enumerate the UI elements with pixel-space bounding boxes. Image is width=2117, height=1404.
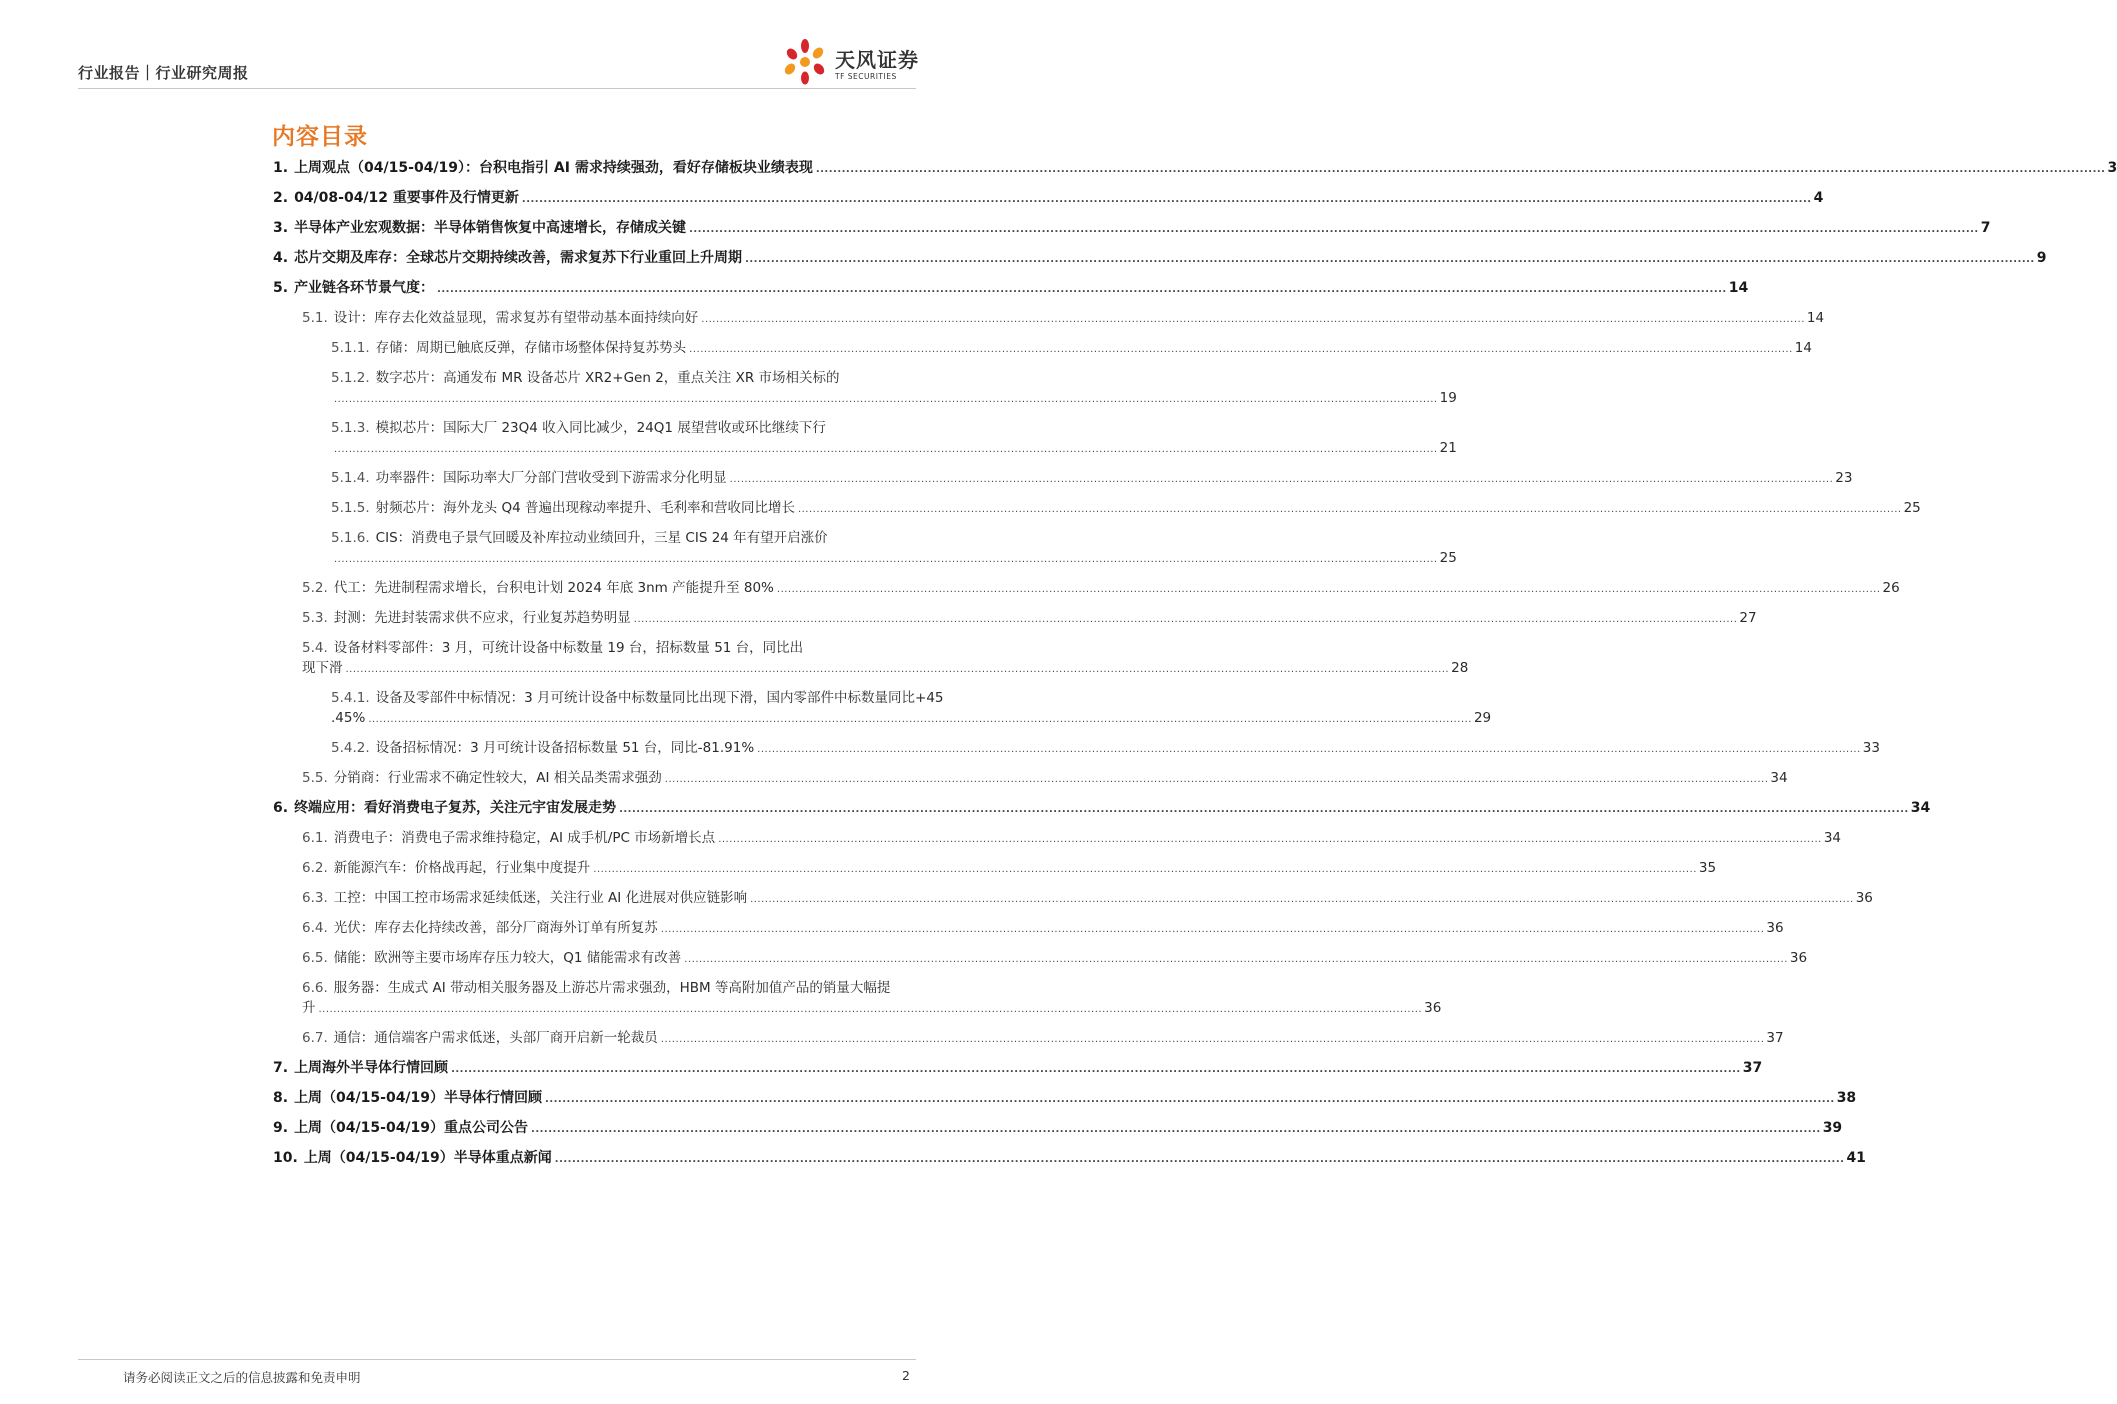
toc-entry-number: 3. — [273, 220, 289, 236]
toc-entry-number: 5. — [273, 280, 289, 296]
toc-entry[interactable] — [302, 918, 1784, 938]
toc-entry-page: 7 — [1980, 220, 1991, 236]
toc-entry[interactable] — [273, 248, 2047, 268]
toc-leader-dots: ............................................................................................................................................................................................................................................................................................................ — [554, 1154, 1845, 1165]
toc-leader-dots: ............................................................................................................................................................................................................................................................................................................ — [745, 254, 2035, 265]
toc-entry[interactable] — [331, 468, 1853, 488]
toc-leader-dots: ............................................................................................................................................................................................................................................................................................................ — [660, 924, 1765, 935]
toc-entry-page: 25 — [1903, 500, 1921, 516]
toc-entry-number: 5.2. — [302, 580, 328, 596]
toc-leader-dots: ............................................................................................................................................................................................................................................................................................................ — [684, 954, 1788, 965]
toc-entry-page: 33 — [1862, 740, 1880, 756]
toc-entry-title: 芯片交期及库存：全球芯片交期持续改善，需求复苏下行业重回上升周期 — [294, 250, 743, 266]
toc-entry-title: 上周观点（04/15-04/19）：台积电指引 AI 需求持续强劲，看好存储板块业绩表现 — [294, 160, 813, 176]
toc-entry[interactable] — [302, 858, 1717, 878]
toc-leader-dots: ............................................................................................................................................................................................................................................................................................................ — [521, 194, 1812, 205]
toc-entry-number: 5.1.6. — [331, 530, 370, 546]
toc-entry-title: 04/08-04/12 重要事件及行情更新 — [294, 190, 519, 206]
toc-entry-title: 功率器件：国际功率大厂分部门营收受到下游需求分化明显 — [375, 470, 727, 486]
toc-entry-page: 14 — [1728, 280, 1749, 296]
toc-entry-page: 36 — [1766, 920, 1784, 936]
toc-leader-dots: ............................................................................................................................................................................................................................................................................................................ — [368, 714, 1472, 725]
toc-leader-dots: ............................................................................................................................................................................................................................................................................................................ — [619, 804, 1909, 815]
toc-leader-dots: ............................................................................................................................................................................................................................................................................................................ — [664, 774, 1769, 785]
toc-entry-title: CIS：消费电子景气回暖及补库拉动业绩回升，三星 CIS 24 年有望开启涨价 — [375, 530, 828, 546]
toc-entry-number: 6.4. — [302, 920, 328, 936]
toc-entry-page: 34 — [1823, 830, 1841, 846]
toc-entry-page: 41 — [1846, 1150, 1866, 1166]
toc-entry-number: 6.5. — [302, 950, 328, 966]
toc-entry-title: 光伏：库存去化持续改善，部分厂商海外订单有所复苏 — [333, 920, 658, 936]
toc-entry-title: 模拟芯片：国际大厂 23Q4 收入同比减少，24Q1 展望营收或环比继续下行 — [375, 420, 826, 436]
toc-entry-page: 26 — [1882, 580, 1900, 596]
toc-leader-dots: ............................................................................................................................................................................................................................................................................................................ — [776, 584, 1881, 595]
toc-entry-page: 37 — [1742, 1060, 1763, 1076]
toc-entry[interactable] — [302, 948, 1808, 968]
toc-entry-page: 36 — [1424, 1000, 1442, 1016]
toc-leader-dots: ............................................................................................................................................................................................................................................................................................................ — [757, 744, 1861, 755]
toc-entry-number: 10. — [273, 1150, 298, 1166]
toc-entry-page: 4 — [1813, 190, 1824, 206]
footer-divider — [78, 1359, 916, 1360]
toc-entry-title-cont: .45% — [331, 710, 366, 726]
page-number: 2 — [902, 1368, 910, 1383]
toc-entry[interactable] — [273, 1088, 1857, 1108]
toc-leader-dots: ............................................................................................................................................................................................................................................................................................................ — [334, 554, 1438, 565]
toc-entry[interactable] — [273, 158, 2117, 178]
toc-entry[interactable] — [331, 738, 1880, 758]
toc-entry-page: 9 — [2036, 250, 2047, 266]
toc-entry-number: 6.6. — [302, 980, 328, 996]
toc-entry-number: 9. — [273, 1120, 289, 1136]
toc-entry-number: 6.7. — [302, 1030, 328, 1046]
toc-leader-dots: ............................................................................................................................................................................................................................................................................................................ — [718, 834, 1822, 845]
toc-entry-number: 4. — [273, 250, 289, 266]
toc-entry-title-cont: 现下滑 — [302, 660, 343, 676]
toc-entry-number: 7. — [273, 1060, 289, 1076]
toc-entry-title: 设备招标情况：3 月可统计设备招标数量 51 台，同比-81.91% — [375, 740, 755, 756]
toc-entry-page: 35 — [1698, 860, 1717, 876]
toc-entry-number: 5.1.4. — [331, 470, 370, 486]
toc-entry[interactable] — [273, 1148, 1866, 1168]
toc-entry[interactable] — [302, 578, 1900, 598]
toc-entry-number: 5.1.2. — [331, 370, 370, 386]
footer-disclaimer: 请务必阅读正文之后的信息披露和免责申明 — [123, 1370, 361, 1385]
toc-entry-title: 射频芯片：海外龙头 Q4 普遍出现稼动率提升、毛利率和营收同比增长 — [375, 500, 795, 516]
toc-entry-title: 半导体产业宏观数据：半导体销售恢复中高速增长，存储成关键 — [294, 220, 687, 236]
toc-leader-dots: ............................................................................................................................................................................................................................................................................................................ — [701, 314, 1805, 325]
toc-entry[interactable] — [273, 798, 1931, 818]
toc-entry-page: 28 — [1451, 660, 1469, 676]
toc-leader-dots: ............................................................................................................................................................................................................................................................................................................ — [797, 504, 1902, 515]
toc-entry-title: 设备及零部件中标情况：3 月可统计设备中标数量同比出现下滑，国内零部件中标数量同比+45 — [375, 690, 944, 706]
toc-entry-page: 34 — [1770, 770, 1788, 786]
toc-entry[interactable] — [273, 218, 1991, 238]
toc-entry-title: 通信：通信端客户需求低迷，头部厂商开启新一轮裁员 — [333, 1030, 658, 1046]
toc-entry[interactable] — [302, 308, 1825, 328]
toc-leader-dots: ............................................................................................................................................................................................................................................................................................................ — [815, 164, 2106, 175]
toc-entry-page: 14 — [1806, 310, 1825, 326]
toc-entry-page: 3 — [2107, 160, 2117, 176]
toc-leader-dots: ............................................................................................................................................................................................................................................................................................................ — [729, 474, 1834, 485]
toc-entry-number: 6.3. — [302, 890, 328, 906]
toc-entry-page: 23 — [1835, 470, 1853, 486]
toc-entry[interactable] — [302, 888, 1873, 908]
toc-entry-number: 6. — [273, 800, 289, 816]
toc-entry-page: 36 — [1789, 950, 1808, 966]
toc-leader-dots: ............................................................................................................................................................................................................................................................................................................ — [334, 394, 1438, 405]
toc-entry[interactable] — [302, 828, 1841, 848]
toc-entry-number: 1. — [273, 160, 289, 176]
toc-entry-page: 19 — [1439, 390, 1457, 406]
toc-leader-dots: ............................................................................................................................................................................................................................................................................................................ — [660, 1034, 1765, 1045]
toc-leader-dots: ............................................................................................................................................................................................................................................................................................................ — [593, 864, 1697, 875]
toc-entry-number: 5.1. — [302, 310, 328, 326]
toc-entry[interactable] — [302, 608, 1757, 628]
toc-entry-title: 设备材料零部件：3 月，可统计设备中标数量 19 台，招标数量 51 台，同比出 — [333, 640, 804, 656]
toc-leader-dots: ............................................................................................................................................................................................................................................................................................................ — [451, 1064, 1741, 1075]
toc-entry-title: 上周（04/15-04/19）半导体行情回顾 — [294, 1090, 543, 1106]
toc-entry-title: 产业链各环节景气度： — [294, 280, 435, 296]
toc-entry-title: 封测：先进封装需求供不应求，行业复苏趋势明显 — [333, 610, 631, 626]
toc-entry-title: 工控：中国工控市场需求延续低迷，关注行业 AI 化进展对供应链影响 — [333, 890, 748, 906]
toc-leader-dots: ............................................................................................................................................................................................................................................................................................................ — [545, 1094, 1835, 1105]
toc-entry-page: 14 — [1794, 340, 1812, 356]
toc-entry-title-cont: 升 — [302, 1000, 316, 1016]
toc-entry-page: 29 — [1473, 710, 1492, 726]
toc-entry[interactable] — [273, 1118, 1843, 1138]
toc-entry-title: 代工：先进制程需求增长，台积电计划 2024 年底 3nm 产能提升至 80% — [333, 580, 774, 596]
toc-entry-page: 36 — [1855, 890, 1873, 906]
toc-entry-title: 上周海外半导体行情回顾 — [294, 1060, 449, 1076]
toc-entry-title: 服务器：生成式 AI 带动相关服务器及上游芯片需求强劲，HBM 等高附加值产品的销量大幅提 — [333, 980, 891, 996]
toc-entry-title: 消费电子：消费电子需求维持稳定，AI 成手机/PC 市场新增长点 — [333, 830, 716, 846]
toc-entry-page: 27 — [1739, 610, 1757, 626]
toc-entry-number: 6.1. — [302, 830, 328, 846]
toc-entry-title: 数字芯片：高通发布 MR 设备芯片 XR2+Gen 2，重点关注 XR 市场相关标的 — [375, 370, 840, 386]
toc-leader-dots: ............................................................................................................................................................................................................................................................................................................ — [689, 344, 1793, 355]
toc-entry-number: 5.4. — [302, 640, 328, 656]
toc-entry-page: 34 — [1910, 800, 1931, 816]
toc-leader-dots: ............................................................................................................................................................................................................................................................................................................ — [334, 444, 1438, 455]
toc-entry-title: 分销商：行业需求不确定性较大，AI 相关品类需求强劲 — [333, 770, 662, 786]
toc-entry[interactable] — [302, 1028, 1784, 1048]
toc-entry-title: 设计：库存去化效益显现，需求复苏有望带动基本面持续向好 — [333, 310, 699, 326]
toc-entry-title: 上周（04/15-04/19）半导体重点新闻 — [303, 1150, 552, 1166]
toc-entry-title: 终端应用：看好消费电子复苏，关注元宇宙发展走势 — [294, 800, 617, 816]
toc-entry[interactable] — [302, 768, 1788, 788]
toc-entry-number: 5.4.1. — [331, 690, 370, 706]
toc-entry-number: 5.1.5. — [331, 500, 370, 516]
toc-leader-dots: ............................................................................................................................................................................................................................................................................................................ — [318, 1004, 1423, 1015]
toc-entry-number: 5.3. — [302, 610, 328, 626]
toc-leader-dots: ............................................................................................................................................................................................................................................................................................................ — [633, 614, 1738, 625]
toc-entry-title: 上周（04/15-04/19）重点公司公告 — [294, 1120, 529, 1136]
toc-entry-number: 5.1.1. — [331, 340, 370, 356]
logo-english-name: TF SECURITIES — [835, 72, 897, 81]
toc-entry-number: 8. — [273, 1090, 289, 1106]
toc-entry[interactable] — [273, 188, 1824, 208]
logo-chinese-name: 天风证券 — [835, 48, 919, 72]
report-type-header: 行业报告｜行业研究周报 — [78, 64, 249, 82]
toc-leader-dots: ............................................................................................................................................................................................................................................................................................................ — [689, 224, 1979, 235]
toc-entry-title: 新能源汽车：价格战再起，行业集中度提升 — [333, 860, 591, 876]
toc-leader-dots: ............................................................................................................................................................................................................................................................................................................ — [345, 664, 1450, 675]
toc-entry-page: 38 — [1836, 1090, 1857, 1106]
toc-entry[interactable] — [331, 498, 1921, 518]
toc-entry-page: 37 — [1766, 1030, 1784, 1046]
toc-entry-number: 6.2. — [302, 860, 328, 876]
toc-entry[interactable] — [273, 1058, 1763, 1078]
toc-entry[interactable] — [331, 338, 1812, 358]
toc-entry-page: 39 — [1822, 1120, 1843, 1136]
toc-leader-dots: ............................................................................................................................................................................................................................................................................................................ — [437, 284, 1727, 295]
toc-entry-title: 储能：欧洲等主要市场库存压力较大，Q1 储能需求有改善 — [333, 950, 682, 966]
toc-entry-page: 25 — [1439, 550, 1457, 566]
toc-entry-page: 21 — [1439, 440, 1457, 456]
toc-entry-number: 5.4.2. — [331, 740, 370, 756]
toc-entry[interactable] — [273, 278, 1749, 298]
toc-leader-dots: ............................................................................................................................................................................................................................................................................................................ — [750, 894, 1854, 905]
toc-entry-title: 存储：周期已触底反弹，存储市场整体保持复苏势头 — [375, 340, 687, 356]
toc-leader-dots: ............................................................................................................................................................................................................................................................................................................ — [531, 1124, 1821, 1135]
toc-entry-number: 2. — [273, 190, 289, 206]
toc-entry-number: 5.1.3. — [331, 420, 370, 436]
toc-entry-number: 5.5. — [302, 770, 328, 786]
toc-heading: 内容目录 — [272, 124, 368, 150]
